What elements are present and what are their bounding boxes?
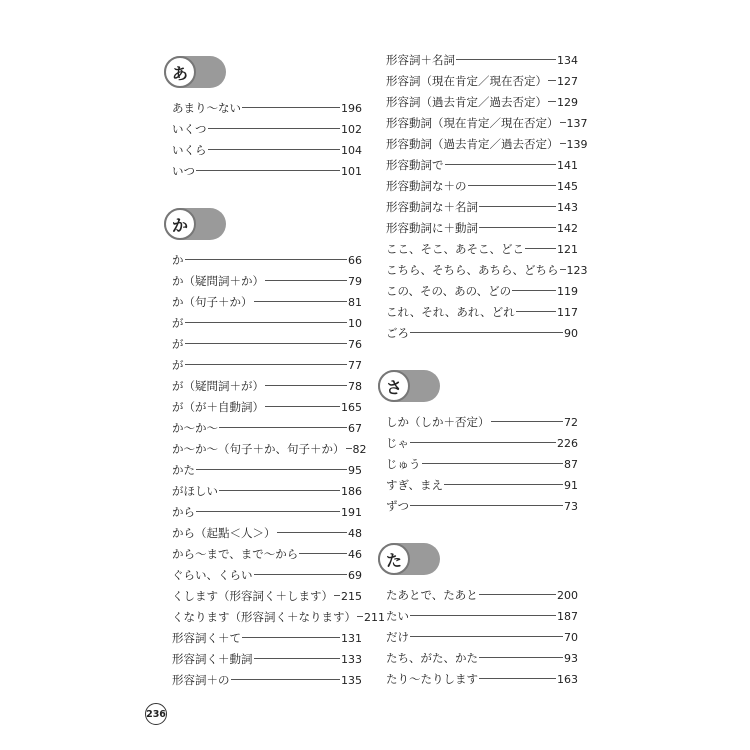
index-term: こちら、そちら、あちら、どちら <box>386 263 559 277</box>
page-ref: 81 <box>348 296 362 309</box>
index-term: 形容動詞で <box>386 158 444 172</box>
index-entry <box>172 397 362 418</box>
index-term: この、その、あの、どの <box>386 284 512 298</box>
leader-line <box>357 616 363 617</box>
page-ref: 82 <box>352 443 367 456</box>
index-entry <box>386 281 578 302</box>
page-ref: 95 <box>348 464 362 477</box>
index-term: か <box>172 253 184 267</box>
leader-line <box>548 80 556 81</box>
index-entry <box>386 239 578 260</box>
index-term: か〜か〜（句子＋か、句子＋か） <box>172 442 345 456</box>
leader-line <box>254 574 348 575</box>
leader-line <box>242 107 340 108</box>
page-ref: 102 <box>341 123 362 136</box>
index-term: ぐらい、くらい <box>172 568 253 582</box>
index-term: 形容詞（過去肯定／過去否定） <box>386 95 547 109</box>
index-term: が（疑問詞＋が） <box>172 379 264 393</box>
index-entry <box>386 50 578 71</box>
page-ref: 69 <box>348 569 362 582</box>
leader-line <box>560 269 566 270</box>
index-entry <box>386 176 578 197</box>
index-entry <box>386 323 578 344</box>
section-a-entries <box>172 98 362 182</box>
page-ref: 93 <box>564 652 578 665</box>
leader-line <box>219 490 340 491</box>
page-ref: 104 <box>341 144 362 157</box>
index-term: ごろ <box>386 326 409 340</box>
index-entry <box>172 376 362 397</box>
index-term: がほしい <box>172 484 218 498</box>
index-entry <box>386 496 578 517</box>
leader-line <box>185 322 348 323</box>
index-entry <box>172 649 362 670</box>
index-entry <box>386 92 578 113</box>
section-header-ta <box>378 543 440 575</box>
leader-line <box>196 469 347 470</box>
index-entry <box>386 71 578 92</box>
leader-line <box>410 636 563 637</box>
index-term: が（が＋自動詞） <box>172 400 264 414</box>
index-term: たあとで、たあと <box>386 588 478 602</box>
index-term: 形容詞く＋動詞 <box>172 652 253 666</box>
index-term: だけ <box>386 630 409 644</box>
index-term: ずつ <box>386 499 409 513</box>
leader-line <box>422 463 564 464</box>
page-ref: 196 <box>341 102 362 115</box>
leader-line <box>410 332 563 333</box>
page-ref: 101 <box>341 165 362 178</box>
page-ref: 186 <box>341 485 362 498</box>
index-entry <box>386 197 578 218</box>
index-term: 形容動詞な＋名詞 <box>386 200 478 214</box>
index-term: 形容詞（現在肯定／現在否定） <box>386 74 547 88</box>
index-term: くなります（形容詞く＋なります） <box>172 610 356 624</box>
page-ref: 90 <box>564 327 578 340</box>
leader-line <box>196 511 340 512</box>
section-kana: さ <box>378 370 410 402</box>
index-entry <box>172 460 362 481</box>
index-term: あまり〜ない <box>172 101 241 115</box>
page-ref: 119 <box>557 285 578 298</box>
page-ref: 127 <box>557 75 578 88</box>
index-term: 形容動詞（現在肯定／現在否定） <box>386 116 559 130</box>
leader-line <box>479 594 556 595</box>
page-ref: 117 <box>557 306 578 319</box>
index-entry <box>386 669 578 690</box>
leader-line <box>208 149 341 150</box>
index-entry <box>172 481 362 502</box>
index-term: じゅう <box>386 457 421 471</box>
page-ref: 77 <box>348 359 362 372</box>
leader-line <box>231 679 341 680</box>
leader-line <box>456 59 556 60</box>
index-term: じゃ <box>386 436 409 450</box>
index-entry <box>172 119 362 140</box>
page-ref: 131 <box>341 632 362 645</box>
page-ref: 10 <box>348 317 362 330</box>
page-ref: 200 <box>557 589 578 602</box>
leader-line <box>410 615 556 616</box>
leader-line <box>265 406 340 407</box>
page-ref: 145 <box>557 180 578 193</box>
section-ta-entries <box>386 585 578 690</box>
index-term: ここ、そこ、あそこ、どこ <box>386 242 524 256</box>
page-ref: 165 <box>341 401 362 414</box>
leader-line <box>254 658 341 659</box>
index-term: から <box>172 505 195 519</box>
page-ref: 46 <box>348 548 362 561</box>
index-entry <box>172 586 362 607</box>
page-ref: 66 <box>348 254 362 267</box>
leader-line <box>219 427 347 428</box>
index-term: 形容詞＋の <box>172 673 230 687</box>
leader-line <box>491 421 564 422</box>
index-term: すぎ、まえ <box>386 478 444 492</box>
page-ref: 129 <box>557 96 578 109</box>
section-header-ka <box>164 208 226 240</box>
index-term: いつ <box>172 164 195 178</box>
leader-line <box>410 442 556 443</box>
page-ref: 87 <box>564 458 578 471</box>
index-entry <box>172 313 362 334</box>
index-entry <box>386 218 578 239</box>
section-ka-entries <box>172 250 385 691</box>
index-entry <box>172 544 362 565</box>
index-entry <box>172 628 362 649</box>
page-ref: 79 <box>348 275 362 288</box>
index-term: から〜まで、まで〜から <box>172 547 299 561</box>
index-entry <box>172 292 362 313</box>
leader-line <box>254 301 348 302</box>
index-term: いくつ <box>172 122 207 136</box>
index-term: いくら <box>172 143 207 157</box>
index-column-left <box>171 56 385 691</box>
leader-line <box>548 101 556 102</box>
index-term: が <box>172 337 184 351</box>
index-entry <box>386 585 578 606</box>
section-kana: あ <box>164 56 196 88</box>
page-ref: 72 <box>564 416 578 429</box>
leader-line <box>185 259 348 260</box>
index-entry <box>386 475 578 496</box>
section-header-sa <box>378 370 440 402</box>
index-entry <box>172 439 367 460</box>
leader-line <box>479 678 556 679</box>
index-term: 形容動詞（過去肯定／過去否定） <box>386 137 559 151</box>
index-column-right <box>385 50 588 690</box>
index-entry <box>172 523 362 544</box>
page-ref: 226 <box>557 437 578 450</box>
page-ref: 48 <box>348 527 362 540</box>
page-ref: 78 <box>348 380 362 393</box>
index-entry <box>386 302 578 323</box>
page-ref: 142 <box>557 222 578 235</box>
leader-line <box>560 143 566 144</box>
index-entry <box>172 502 362 523</box>
index-term: か（疑問詞＋か） <box>172 274 264 288</box>
page-number: 236 <box>145 703 167 725</box>
index-entry <box>386 648 578 669</box>
page-ref: 76 <box>348 338 362 351</box>
section-kana: た <box>378 543 410 575</box>
index-term: 形容動詞な＋の <box>386 179 467 193</box>
leader-line <box>479 206 556 207</box>
index-entry <box>172 355 362 376</box>
index-entry <box>172 418 362 439</box>
index-entry <box>386 627 578 648</box>
leader-line <box>196 170 340 171</box>
leader-line <box>242 637 340 638</box>
page-ref: 91 <box>564 479 578 492</box>
page-ref: 121 <box>557 243 578 256</box>
page-ref: 133 <box>341 653 362 666</box>
page-ref: 163 <box>557 673 578 686</box>
leader-line <box>560 122 566 123</box>
leader-line <box>525 248 556 249</box>
index-entry <box>386 113 588 134</box>
index-term: が <box>172 358 184 372</box>
index-entry <box>172 670 362 691</box>
index-term: たち、がた、かた <box>386 651 478 665</box>
index-entry <box>172 607 385 628</box>
index-term: これ、それ、あれ、どれ <box>386 305 515 319</box>
index-entry <box>386 155 578 176</box>
page-ref: 215 <box>341 590 362 603</box>
leader-line <box>468 185 557 186</box>
leader-line <box>479 657 563 658</box>
leader-line <box>410 505 563 506</box>
leader-line <box>185 343 348 344</box>
index-term: かた <box>172 463 195 477</box>
page-ref: 191 <box>341 506 362 519</box>
section-header-a <box>164 56 226 88</box>
index-entry <box>172 565 362 586</box>
index-term: か（句子＋か） <box>172 295 253 309</box>
leader-line <box>208 128 341 129</box>
page-ref: 123 <box>566 264 588 277</box>
leader-line <box>516 311 556 312</box>
index-entry <box>172 140 362 161</box>
page-ref: 67 <box>348 422 362 435</box>
index-term: 形容詞く＋て <box>172 631 241 645</box>
page-ref: 137 <box>566 117 588 130</box>
index-term: から（起點＜人＞） <box>172 526 276 540</box>
leader-line <box>265 280 347 281</box>
index-entry <box>386 454 578 475</box>
page-ref: 134 <box>557 54 578 67</box>
page-ref: 141 <box>557 159 578 172</box>
leader-line <box>185 364 348 365</box>
page-ref: 70 <box>564 631 578 644</box>
section-sa-entries <box>386 412 578 517</box>
page-ref: 73 <box>564 500 578 513</box>
leader-line <box>512 290 556 291</box>
index-entry <box>386 412 578 433</box>
leader-line <box>445 164 557 165</box>
leader-line <box>479 227 556 228</box>
page-ref: 139 <box>566 138 588 151</box>
index-entry <box>172 98 362 119</box>
page-ref: 143 <box>557 201 578 214</box>
leader-line <box>334 595 340 596</box>
leader-line <box>299 553 347 554</box>
index-entry <box>172 271 362 292</box>
page-ref: 187 <box>557 610 578 623</box>
leader-line <box>444 484 563 485</box>
index-term: くします（形容詞く＋します） <box>172 589 333 603</box>
index-entry <box>386 134 588 155</box>
index-term: たい <box>386 609 409 623</box>
index-entry <box>172 250 362 271</box>
index-entry <box>386 606 578 627</box>
index-entry <box>386 260 588 281</box>
index-term: 形容詞＋名詞 <box>386 53 455 67</box>
index-term: が <box>172 316 184 330</box>
section-kana: か <box>164 208 196 240</box>
page-ref: 135 <box>341 674 362 687</box>
index-entry <box>386 433 578 454</box>
leader-line <box>346 448 352 449</box>
index-term: か〜か〜 <box>172 421 218 435</box>
page-ref: 211 <box>364 611 385 624</box>
leader-line <box>277 532 348 533</box>
index-term: たり〜たりします <box>386 672 478 686</box>
section-ka-continued-entries <box>386 50 588 344</box>
index-term: 形容動詞に＋動詞 <box>386 221 478 235</box>
index-term: しか（しか＋否定） <box>386 415 490 429</box>
index-entry <box>172 334 362 355</box>
leader-line <box>265 385 347 386</box>
index-entry <box>172 161 362 182</box>
